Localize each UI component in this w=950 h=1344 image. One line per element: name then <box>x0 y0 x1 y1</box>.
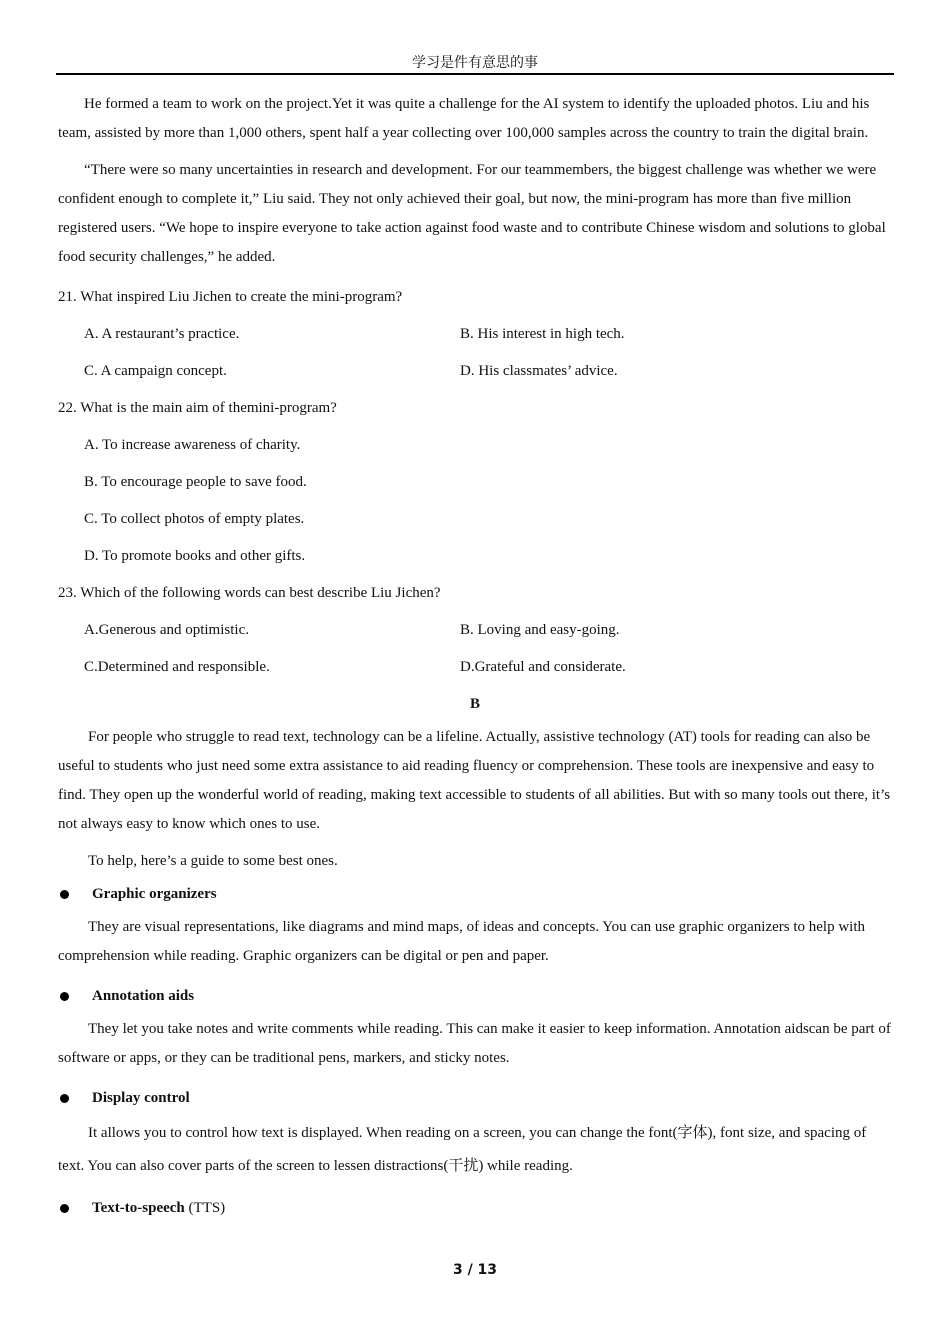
section-b-title: B <box>469 696 480 712</box>
header-divider <box>56 73 894 75</box>
question-21-option-a: A. A restaurant’s practice. <box>84 326 240 342</box>
question-21-option-b: B. His interest in high tech. <box>460 326 625 342</box>
document-body <box>58 90 892 1227</box>
passage-b-guide: To help, here’s a guide to some best ones. <box>88 853 338 869</box>
question-21-options-row-2 <box>58 353 892 390</box>
question-23-stem: 23. Which of the following words can best describe Liu Jichen? <box>58 585 441 601</box>
tool-1-heading <box>58 876 892 913</box>
passage-a-paragraph-1: He formed a team to work on the project.Yet it was quite a challenge for the AI system to identify the uploaded photos. Liu and his team, assisted by more than 1,000 others, spent half a year collecting over 100,000 samples across the country to train the digital brain. <box>58 96 870 141</box>
question-23-option-a: A.Generous and optimistic. <box>84 622 249 638</box>
bullet-icon <box>60 992 69 1001</box>
question-22-option-c: C. To collect photos of empty plates. <box>84 511 305 527</box>
tool-2-term: Annotation aids <box>92 988 195 1004</box>
bullet-icon <box>60 1094 69 1103</box>
tool-4-term: Text-to-speech <box>92 1200 185 1216</box>
tool-3-description: It allows you to control how text is displayed. When reading on a screen, you can change the font(字体), font size, and spacing of text. You can also cover parts of the screen to lessen distractions(干扰) while reading. <box>58 1125 867 1174</box>
question-23-option-c: C.Determined and responsible. <box>84 659 270 675</box>
question-22-option-d: D. To promote books and other gifts. <box>84 548 306 564</box>
question-22-option-b: B. To encourage people to save food. <box>84 474 307 490</box>
tool-3-term: Display control <box>92 1090 190 1106</box>
question-22-option-a: A. To increase awareness of charity. <box>84 437 301 453</box>
question-23-option-d: D.Grateful and considerate. <box>460 659 626 675</box>
tool-4-heading <box>58 1190 892 1227</box>
question-21-options-row-1 <box>58 316 892 353</box>
tool-1-description: They are visual representations, like diagrams and mind maps, of ideas and concepts. You can use graphic organizers to help with comprehension while reading. Graphic organizers can be digital or pen and paper. <box>58 919 866 964</box>
question-23-options-row-2 <box>58 649 892 686</box>
passage-b-intro: For people who struggle to read text, technology can be a lifeline. Actually, assistive technology (AT) tools for reading can also be useful to students who just need some extra assistance to aid reading fluency or comprehension. These tools are inexpensive and easy to find. They open up the wonderful world of reading, making text accessible to students of all abilities. But with so many tools out there, it’s not always easy to know which ones to use. <box>58 729 891 832</box>
bullet-icon <box>60 1204 69 1213</box>
question-23-options-row-1 <box>58 612 892 649</box>
passage-a-paragraph-2: “There were so many uncertainties in research and development. For our teammembers, the biggest challenge was whether we were confident enough to complete it,” Liu said. They not only achieved their goal, but now, the mini-program has more than five million registered users. “We hope to inspire everyone to take action against food waste and to contribute Chinese wisdom and solutions to global food security challenges,” he added. <box>58 162 886 265</box>
page-number: 3 / 13 <box>452 1262 498 1278</box>
tool-1-term: Graphic organizers <box>92 886 217 902</box>
question-23-option-b: B. Loving and easy-going. <box>460 622 620 638</box>
question-21-stem: 21. What inspired Liu Jichen to create the mini-program? <box>58 289 403 305</box>
question-21-option-d: D. His classmates’ advice. <box>460 363 618 379</box>
question-22-stem: 22. What is the main aim of themini-program? <box>58 400 337 416</box>
question-21-option-c: C. A campaign concept. <box>84 363 227 379</box>
page-header: 学习是件有意思的事 <box>412 55 538 71</box>
tool-3-heading <box>58 1080 892 1117</box>
bullet-icon <box>60 890 69 899</box>
tool-4-term-abbreviation: (TTS) <box>184 1200 226 1216</box>
tool-2-description: They let you take notes and write comments while reading. This can make it easier to keep information. Annotation aidscan be part of software or apps, or they can be traditional pens, markers, and sticky notes. <box>58 1021 891 1066</box>
tool-2-heading <box>58 978 892 1015</box>
